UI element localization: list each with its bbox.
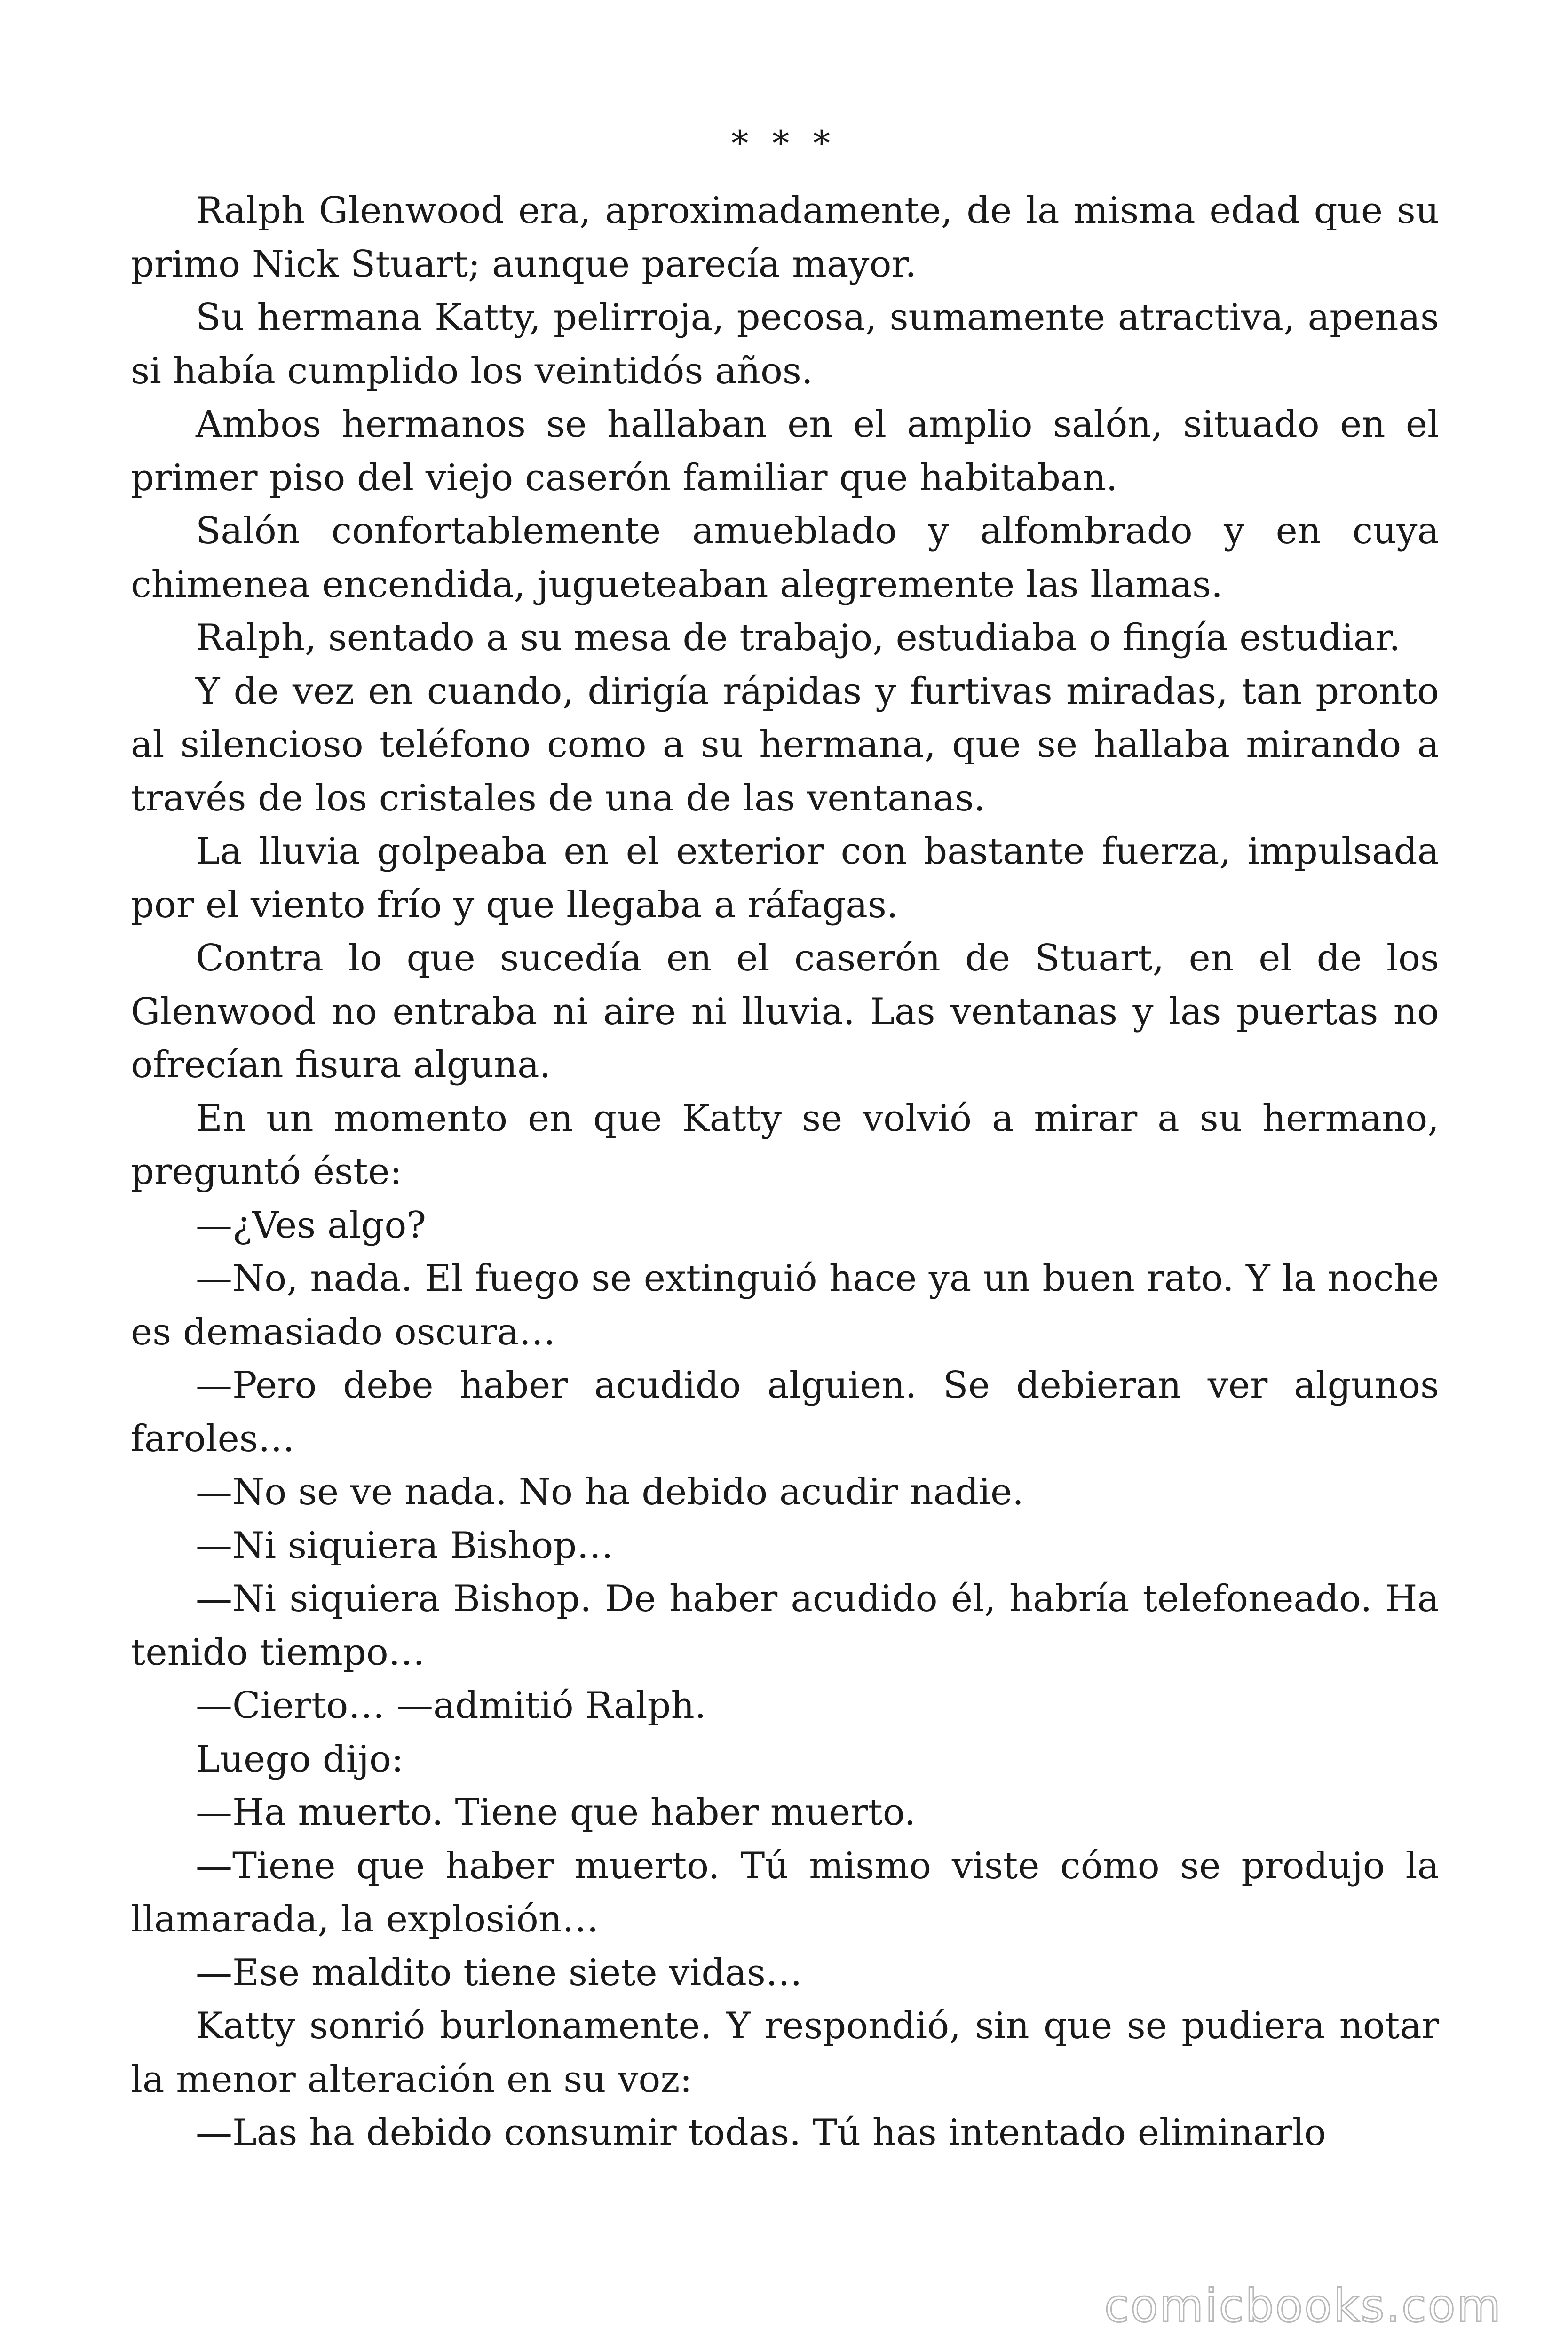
dialogue-line: —Tiene que haber muerto. Tú mismo viste cómo se produjo la llamarada, la explosión… xyxy=(131,1844,1439,1940)
dialogue-line: —Pero debe haber acudido alguien. Se debieran ver algunos faroles… xyxy=(131,1364,1439,1460)
dialogue-line: —No se ve nada. No ha debido acudir nadie. xyxy=(196,1471,1024,1513)
paragraph: Katty sonrió burlonamente. Y respondió, sin que se pudiera notar la menor alteración en su voz: xyxy=(131,2005,1439,2101)
dialogue-line: —Cierto… —admitió Ralph. xyxy=(196,1685,706,1727)
paragraph: Y de vez en cuando, dirigía rápidas y furtivas miradas, tan pronto al silencioso teléfono como a su hermana, que se hallaba mirando a través de los cristales de una de las ventanas. xyxy=(131,670,1439,819)
paragraph: Ambos hermanos se hallaban en el amplio salón, situado en el primer piso del viejo caserón familiar que habitaban. xyxy=(131,403,1439,499)
paragraph: Ralph Glenwood era, aproximadamente, de la misma edad que su primo Nick Stuart; aunque parecía mayor. xyxy=(131,190,1439,286)
paragraph: En un momento en que Katty se volvió a mirar a su hermano, preguntó éste: xyxy=(131,1097,1439,1193)
paragraph: Su hermana Katty, pelirroja, pecosa, sumamente atractiva, apenas si había cumplido los veintidós años. xyxy=(131,296,1439,392)
dialogue-line: —Ni siquiera Bishop… xyxy=(196,1524,614,1567)
dialogue-line: —No, nada. El fuego se extinguió hace ya un buen rato. Y la noche es demasiado oscura… xyxy=(131,1257,1439,1353)
dialogue-line: —¿Ves algo? xyxy=(196,1204,427,1247)
body-text xyxy=(131,184,1439,2160)
paragraph: Contra lo que sucedía en el caserón de Stuart, en el de los Glenwood no entraba ni aire ni lluvia. Las ventanas y las puertas no ofrecían fisura alguna. xyxy=(131,937,1439,1086)
dialogue-line: —Ha muerto. Tiene que haber muerto. xyxy=(196,1791,916,1834)
section-separator: * * * xyxy=(731,123,837,163)
dialogue-line: —Ese maldito tiene siete vidas… xyxy=(196,1951,802,1994)
watermark: comicbooks.com xyxy=(1104,2280,1502,2332)
paragraph: Luego dijo: xyxy=(196,1738,404,1780)
dialogue-line: —Ni siquiera Bishop. De haber acudido él, habría telefoneado. Ha tenido tiempo… xyxy=(131,1578,1439,1674)
paragraph: Salón confortablemente amueblado y alfombrado y en cuya chimenea encendida, jugueteaban alegremente las llamas. xyxy=(131,510,1439,606)
paragraph: La lluvia golpeaba en el exterior con bastante fuerza, impulsada por el viento frío y que llegaba a ráfagas. xyxy=(131,830,1439,926)
paragraph: Ralph, sentado a su mesa de trabajo, estudiaba o fingía estudiar. xyxy=(196,617,1401,659)
dialogue-line: —Las ha debido consumir todas. Tú has intentado eliminarlo xyxy=(196,2112,1326,2154)
